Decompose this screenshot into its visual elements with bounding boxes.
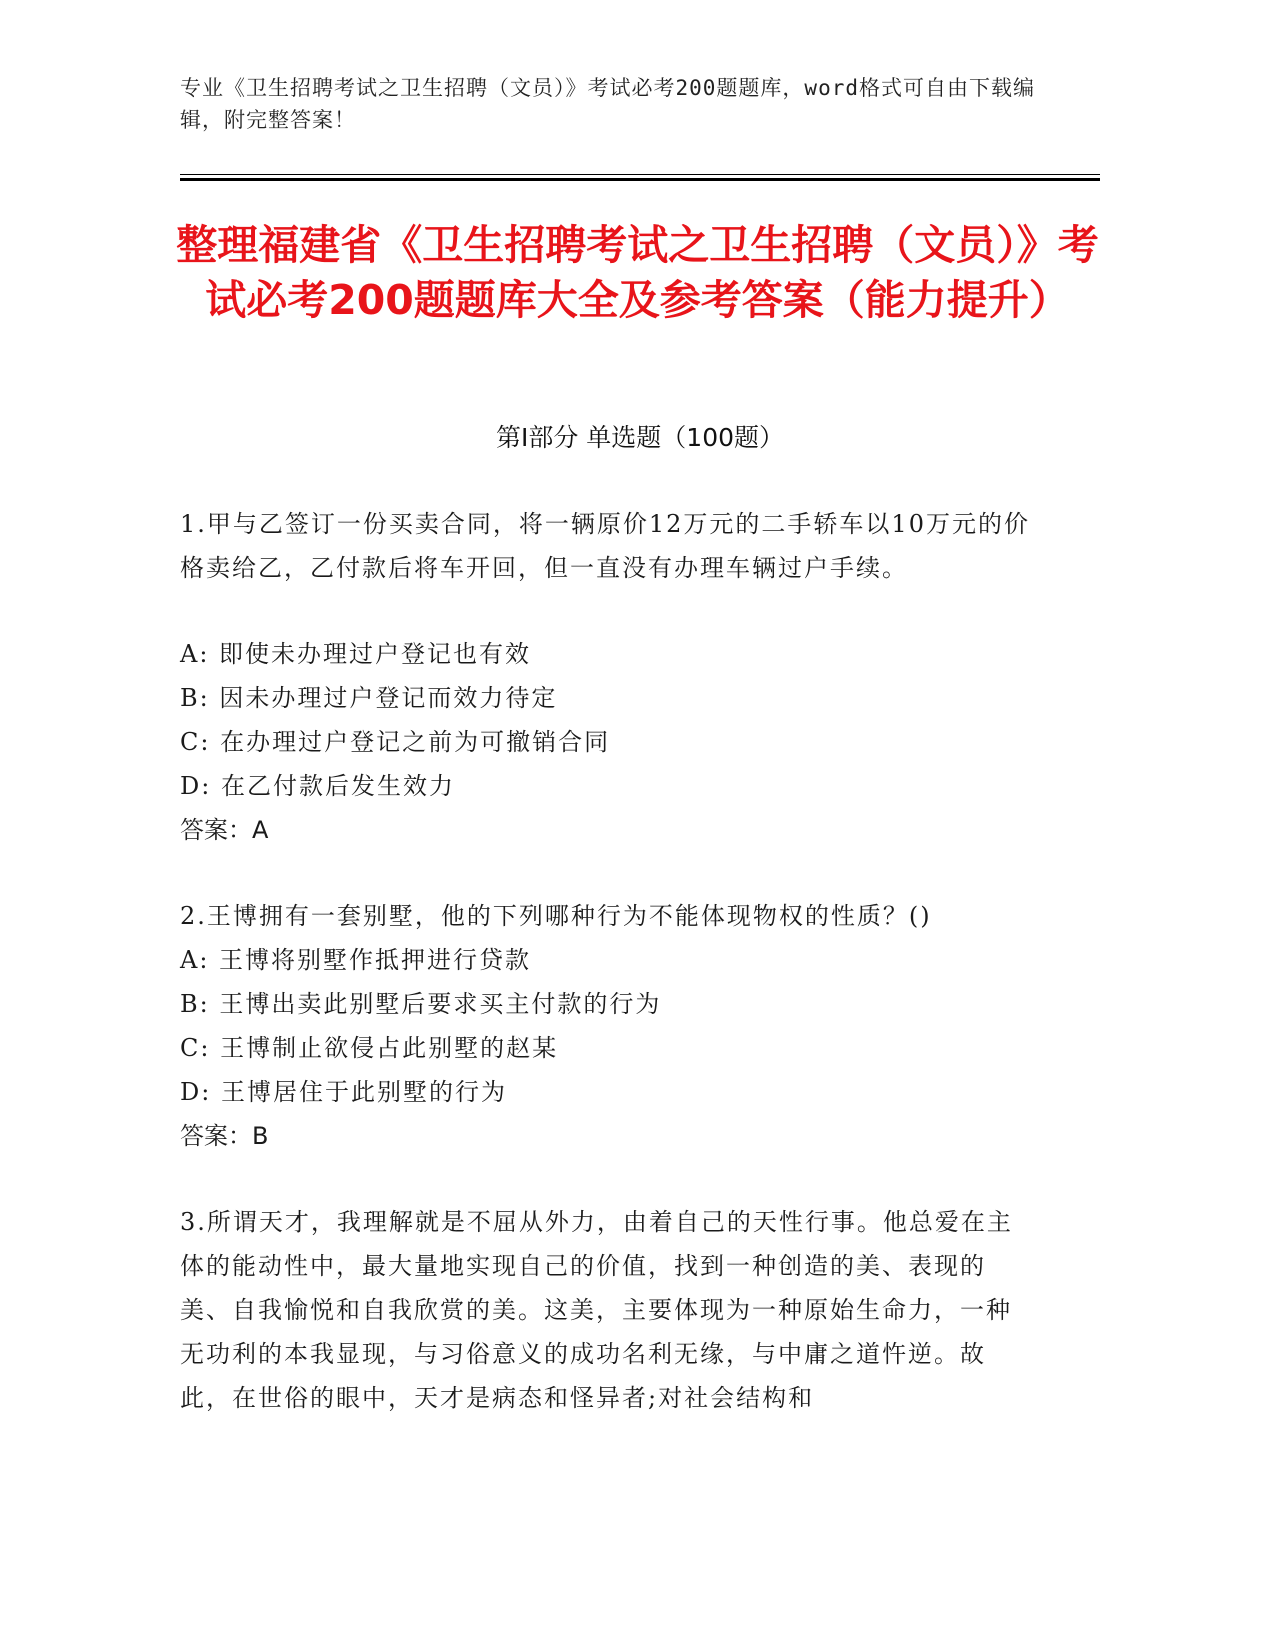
question-1-option-c: C: 在办理过户登记之前为可撤销合同 (180, 728, 611, 756)
header-divider-thick (180, 178, 1100, 181)
header-note: 专业《卫生招聘考试之卫生招聘（文员）》考试必考200题题库，word格式可自由下载编辑，附完整答案！ (180, 76, 1035, 132)
document-title: 整理福建省《卫生招聘考试之卫生招聘（文员）》考试必考200题题库大全及参考答案（能力提升） (176, 221, 1099, 324)
question-2-text: 2.王博拥有一套别墅，他的下列哪种行为不能体现物权的性质？() (180, 902, 932, 930)
question-3-text: 3.所谓天才，我理解就是不屈从外力，由着自己的天性行事。他总爱在主体的能动性中，最大量地实现自己的价值，找到一种创造的美、表现的美、自我愉悦和自我欣赏的美。这美，主要体现为一种原始生命力，一种无功利的本我显现，与习俗意义的成功名利无缘，与中庸之道忤逆。故此，在世俗的眼中，天才是病态和怪异者;对社会结构和 (180, 1208, 1013, 1412)
question-2-option-a: A: 王博将别墅作抵押进行贷款 (180, 946, 532, 974)
question-1-answer: 答案：A (180, 816, 269, 844)
question-1-option-a: A: 即使未办理过户登记也有效 (180, 640, 532, 668)
section-title: 第I部分 单选题（100题） (495, 423, 785, 452)
question-2-answer: 答案：B (180, 1122, 269, 1150)
question-1-text: 1.甲与乙签订一份买卖合同，将一辆原价12万元的二手轿车以10万元的价格卖给乙，乙付款后将车开回，但一直没有办理车辆过户手续。 (180, 510, 1030, 582)
header-divider-thin (180, 174, 1100, 175)
question-1-option-d: D: 在乙付款后发生效力 (180, 772, 455, 800)
question-1-option-b: B: 因未办理过户登记而效力待定 (180, 684, 558, 712)
question-2-option-b: B: 王博出卖此别墅后要求买主付款的行为 (180, 990, 662, 1018)
question-2-option-d: D: 王博居住于此别墅的行为 (180, 1078, 507, 1106)
question-2-option-c: C: 王博制止欲侵占此别墅的赵某 (180, 1034, 559, 1062)
